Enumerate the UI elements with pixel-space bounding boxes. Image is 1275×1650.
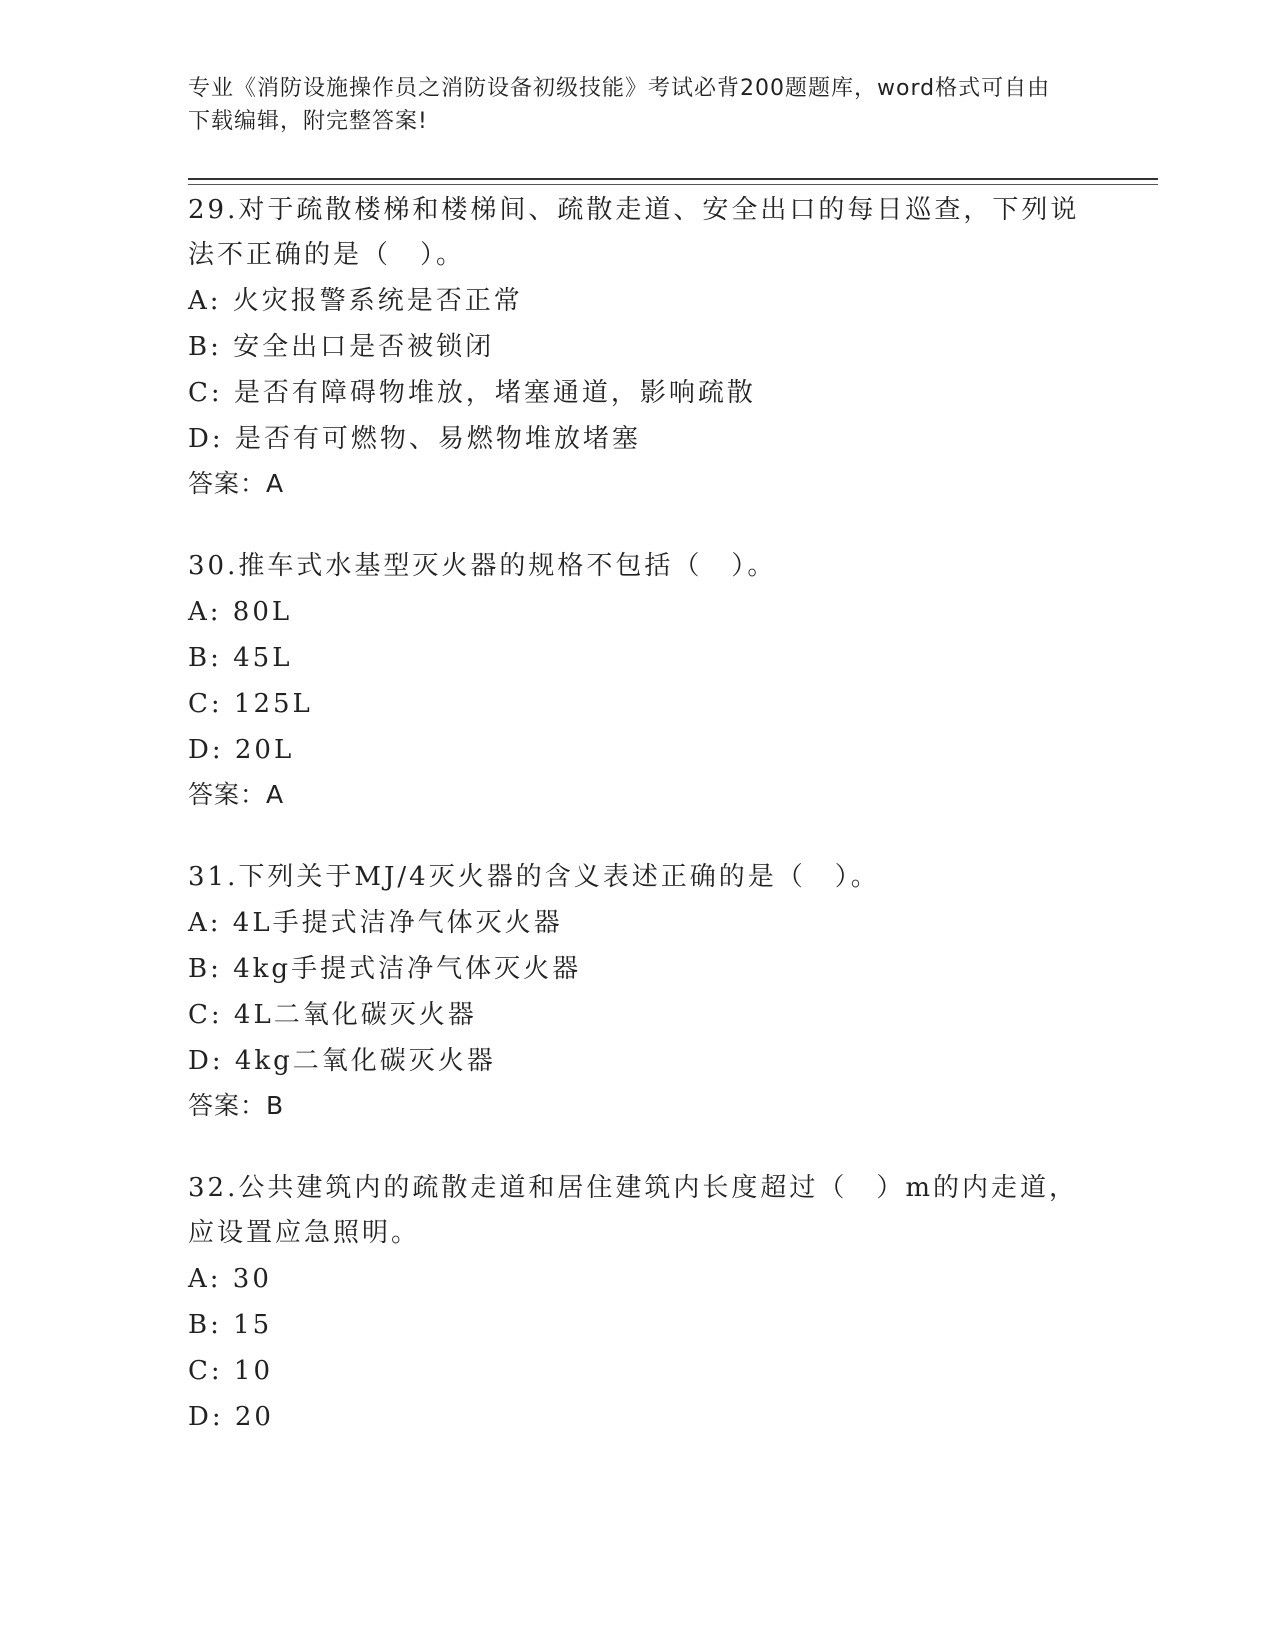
question-29 — [188, 188, 1088, 506]
question-31 — [188, 855, 1088, 1128]
option-b: B: 4kg手提式洁净气体灭火器 — [188, 954, 582, 984]
option-b: B: 15 — [188, 1310, 273, 1340]
option-c: C: 125L — [188, 689, 313, 719]
option-b: B: 45L — [188, 643, 293, 673]
question-stem: 29.对于疏散楼梯和楼梯间、疏散走道、安全出口的每日巡查，下列说法不正确的是（ ）。 — [188, 195, 1080, 270]
option-d: D: 4kg二氧化碳灭火器 — [188, 1046, 496, 1076]
question-stem: 32.公共建筑内的疏散走道和居住建筑内长度超过（ ）m的内走道，应设置应急照明。 — [188, 1173, 1079, 1248]
header-divider-thick — [188, 178, 1158, 180]
question-32 — [188, 1166, 1088, 1440]
answer-line: 答案：B — [188, 1091, 285, 1120]
question-stem: 30.推车式水基型灭火器的规格不包括（ ）。 — [188, 551, 777, 581]
option-a: A: 80L — [188, 597, 293, 627]
answer-line: 答案：A — [188, 780, 285, 809]
document-header: 专业《消防设施操作员之消防设备初级技能》考试必背200题题库，word格式可自由下载编辑，附完整答案! — [188, 76, 1051, 134]
answer-line: 答案：A — [188, 469, 285, 498]
option-a: A: 4L手提式洁净气体灭火器 — [188, 908, 563, 938]
question-stem: 31.下列关于MJ/4灭火器的含义表述正确的是（ ）。 — [188, 862, 880, 892]
option-a: A: 火灾报警系统是否正常 — [188, 286, 523, 316]
header-divider-thin — [188, 184, 1158, 185]
option-d: D: 20L — [188, 735, 295, 765]
option-c: C: 4L二氧化碳灭火器 — [188, 1000, 477, 1030]
option-d: D: 是否有可燃物、易燃物堆放堵塞 — [188, 424, 641, 454]
option-c: C: 10 — [188, 1356, 274, 1386]
option-b: B: 安全出口是否被锁闭 — [188, 332, 495, 362]
question-30 — [188, 544, 1088, 817]
question-list — [188, 188, 1088, 1478]
option-a: A: 30 — [188, 1264, 272, 1294]
option-d: D: 20 — [188, 1402, 274, 1432]
option-c: C: 是否有障碍物堆放，堵塞通道，影响疏散 — [188, 378, 756, 408]
